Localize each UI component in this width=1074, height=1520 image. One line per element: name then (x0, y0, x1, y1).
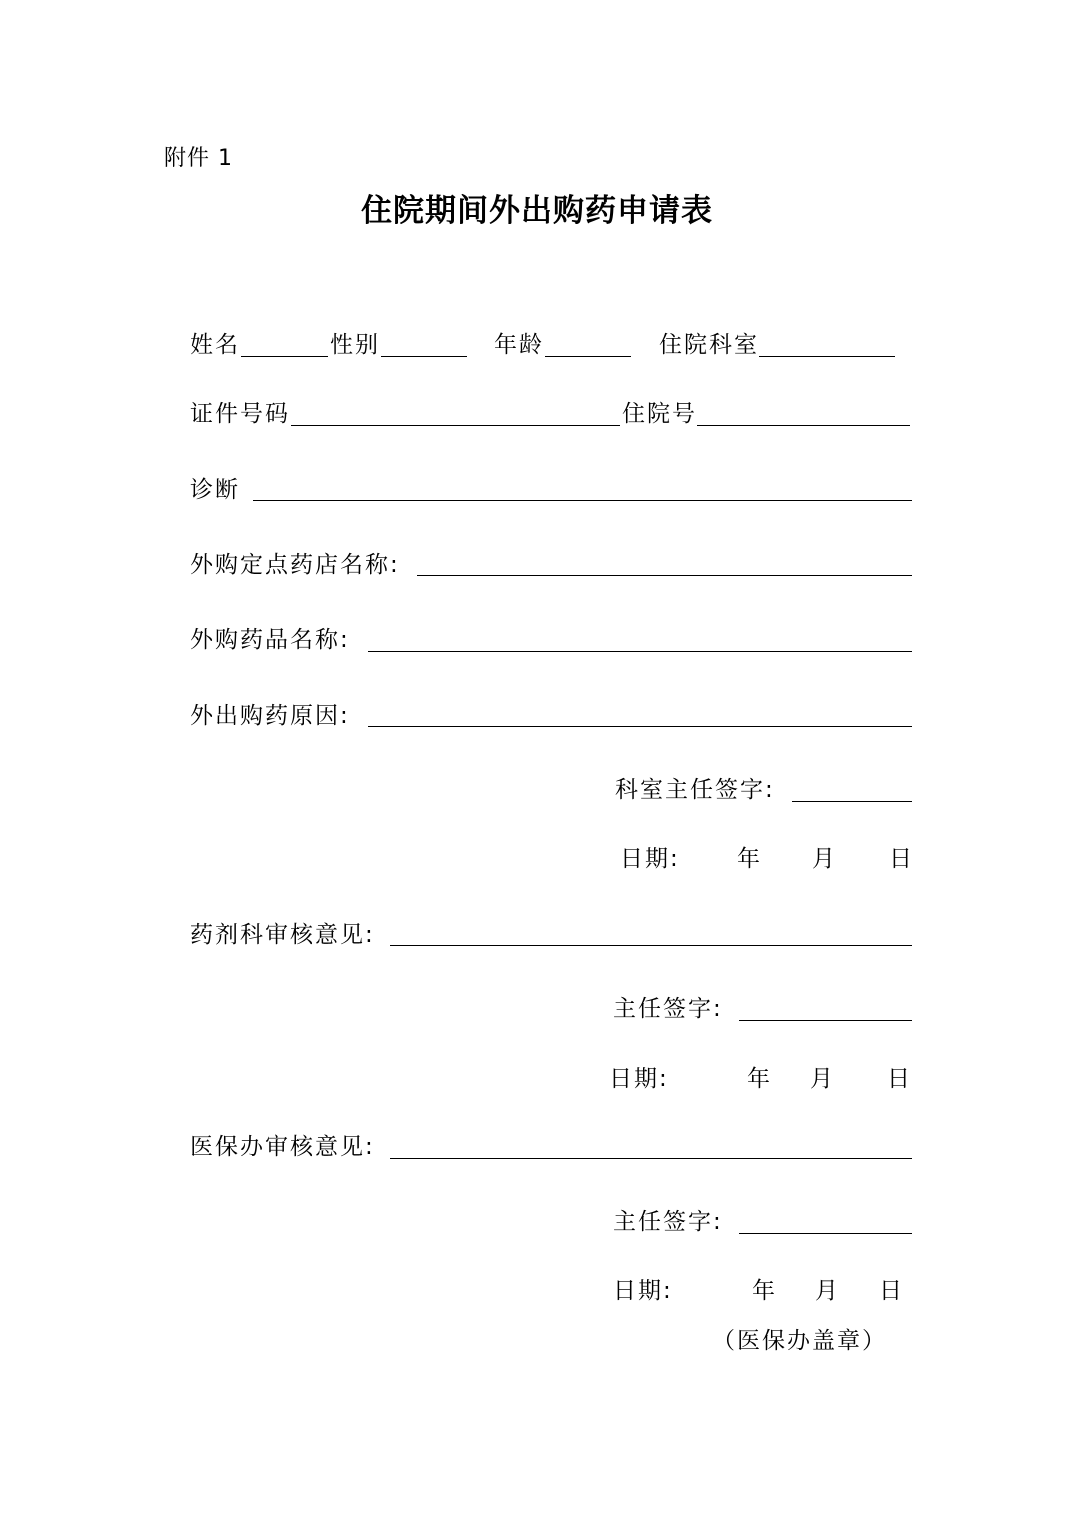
pharmacy-review-field[interactable] (390, 945, 912, 946)
insurance-date-month: 月 (815, 1278, 840, 1304)
age-label: 年龄 (494, 332, 544, 358)
insurance-review-field[interactable] (390, 1158, 912, 1159)
admission-no-label: 住院号 (622, 401, 697, 427)
page-title: 住院期间外出购药申请表 (361, 193, 713, 229)
pharmacy-date-label: 日期: (609, 1066, 669, 1092)
pharmacy-field[interactable] (417, 575, 912, 576)
pharmacy-review-label: 药剂科审核意见: (190, 922, 375, 948)
pharmacy-date-month: 月 (810, 1066, 835, 1092)
pharmacy-signature-field[interactable] (739, 1020, 912, 1021)
insurance-date-year: 年 (752, 1278, 777, 1304)
insurance-signature-field[interactable] (739, 1233, 912, 1234)
reason-field[interactable] (368, 726, 912, 727)
diagnosis-field[interactable] (253, 500, 912, 501)
insurance-review-label: 医保办审核意见: (190, 1134, 375, 1160)
age-field[interactable] (545, 356, 631, 357)
department-field[interactable] (759, 356, 895, 357)
drug-field[interactable] (368, 651, 912, 652)
department-label: 住院科室 (659, 332, 759, 358)
insurance-date-day: 日 (879, 1278, 904, 1304)
name-label: 姓名 (190, 332, 240, 358)
insurance-signature-label: 主任签字: (613, 1209, 723, 1235)
name-field[interactable] (241, 356, 328, 357)
gender-label: 性别 (330, 332, 380, 358)
dept-date-year: 年 (737, 846, 762, 872)
id-number-label: 证件号码 (190, 401, 290, 427)
pharmacy-signature-label: 主任签字: (613, 996, 723, 1022)
pharmacy-label: 外购定点药店名称: (190, 552, 400, 578)
dept-date-day: 日 (889, 846, 914, 872)
dept-date-month: 月 (812, 846, 837, 872)
diagnosis-label: 诊断 (190, 477, 240, 503)
insurance-date-label: 日期: (613, 1278, 673, 1304)
dept-signature-label: 科室主任签字: (615, 777, 775, 803)
stamp-note: （医保办盖章） (712, 1328, 887, 1354)
dept-date-label: 日期: (620, 846, 680, 872)
admission-no-field[interactable] (697, 425, 910, 426)
pharmacy-date-day: 日 (887, 1066, 912, 1092)
id-number-field[interactable] (291, 425, 620, 426)
drug-label: 外购药品名称: (190, 627, 350, 653)
attachment-label: 附件 1 (164, 146, 233, 171)
pharmacy-date-year: 年 (747, 1066, 772, 1092)
dept-signature-field[interactable] (792, 801, 912, 802)
reason-label: 外出购药原因: (190, 703, 350, 729)
gender-field[interactable] (381, 356, 467, 357)
